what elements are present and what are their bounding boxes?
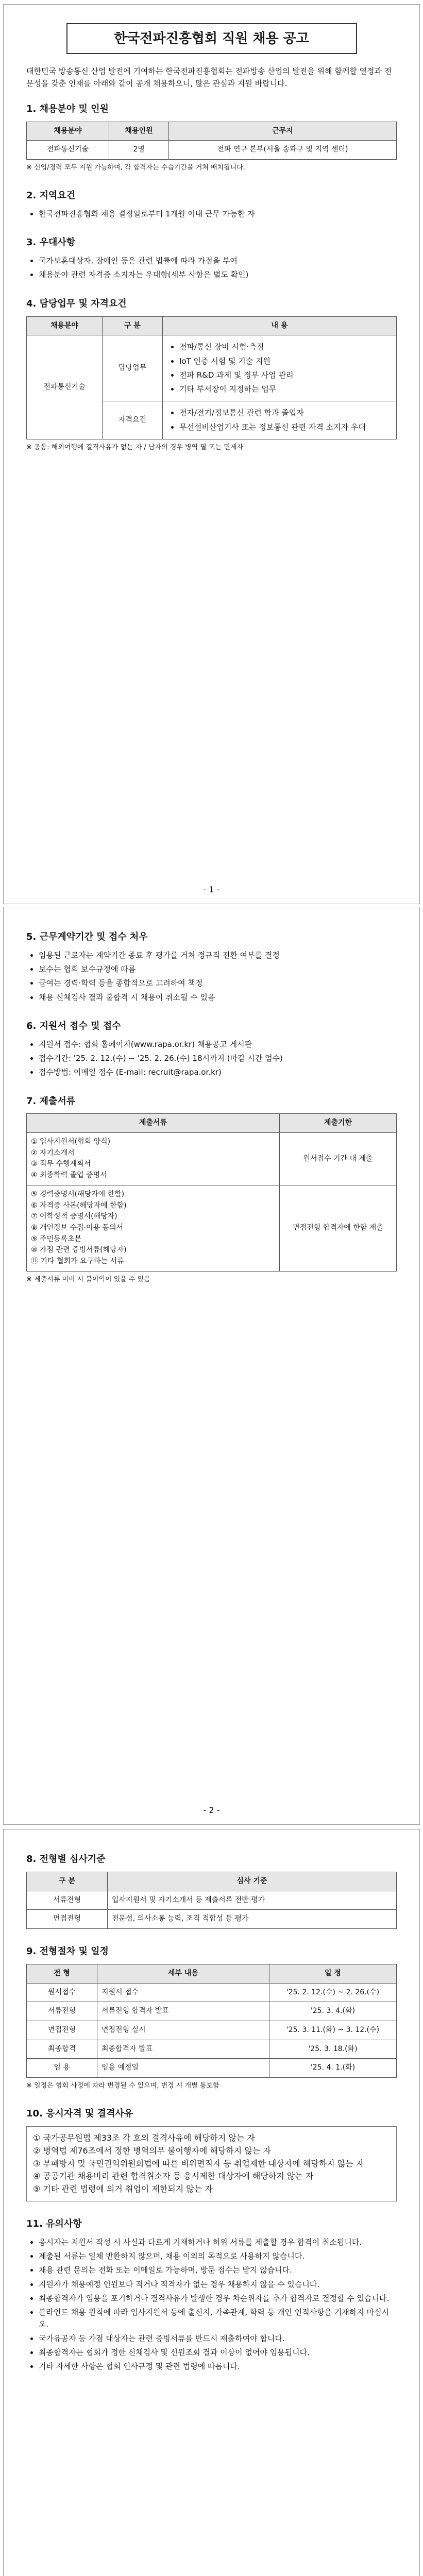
table-cell: 2명 (109, 141, 169, 160)
section-5-title: 5. 근무계약기간 및 접수 처우 (26, 931, 148, 942)
list-item: • 전파/통신 장비 시험·측정 (179, 341, 392, 353)
list-item: ① 국가공무원법 제33조 각 호의 결격사유에 해당하지 않는 자 (33, 2133, 255, 2143)
intro-text: 대한민국 방송통신 산업 발전에 기여하는 한국전파진흥협회는 전파방송 산업의 발전을 위해 함께할 열정과 전문성을 갖춘 인재를 아래와 같이 공개 채용하오니, 많은 관심과 지원 바랍니다. (26, 66, 392, 88)
list-item: • 전자/전기/정보통신 관련 학과 졸업자 (179, 407, 392, 419)
recruit-table (26, 122, 397, 160)
table-cell: 임 용 (27, 2059, 97, 2078)
list-item: • 채용분야 관련 자격증 소지자는 우대함(세부 사항은 별도 확인) (39, 269, 397, 281)
section-2-title: 2. 지역요건 (26, 190, 76, 201)
table-row (27, 2021, 397, 2040)
section-3-list (26, 255, 397, 281)
table-header: 구 분 (103, 316, 163, 335)
table-cell: 최종합격자 발표 (97, 2040, 269, 2059)
section-9-title: 9. 전형절차 및 일정 (26, 1945, 109, 1957)
table-cell: 자격요건 (103, 401, 163, 439)
table-cell: 입사지원서 및 자기소개서 등 제출서류 전반 평가 (108, 1891, 397, 1910)
table-cell: '25. 3. 4.(화) (269, 2002, 397, 2021)
section-11-list (26, 2236, 397, 2373)
table-cell: '25. 2. 12.(수) ~ 2. 26.(수) (269, 1983, 397, 2002)
list-item: • 지원서 접수: 협회 홈페이지(www.rapa.or.kr) 채용공고 게시판 (39, 1039, 397, 1050)
table-cell: 서류전형 (27, 1891, 108, 1910)
table-cell: 서류전형 합격자 발표 (97, 2002, 269, 2021)
table-header: 심사 기준 (108, 1872, 397, 1891)
list-item: • 국가유공자 등 가점 대상자는 관련 증빙서류를 반드시 제출하여야 합니다. (39, 2333, 397, 2345)
page-1 (3, 4, 420, 904)
doc-item: ⑩ 가점 관련 증빙서류(해당자) (31, 1246, 127, 1255)
doc-title: 한국전파진흥협회 직원 채용 공고 (66, 23, 357, 54)
doc-item: ⑥ 자격증 사본(해당자에 한함) (31, 1201, 127, 1210)
section-4-note: ※ 공통: 해외여행에 결격사유가 없는 자 / 남자의 경우 병역 필 또는 면제자 (26, 443, 243, 451)
doc-item: ① 입사지원서(협회 양식) (31, 1138, 111, 1146)
section-9-note: ※ 일정은 협회 사정에 따라 변경될 수 있으며, 변경 시 개별 통보함 (26, 2081, 219, 2090)
table-cell: 원서접수 (27, 1983, 97, 2002)
list-item: • 제출된 서류는 일체 반환하지 않으며, 채용 이외의 목적으로 사용하지 않습니다. (39, 2250, 397, 2262)
table-cell: '25. 3. 18.(화) (269, 2040, 397, 2059)
table-cell: 담당업무 (103, 335, 163, 401)
table-row (27, 1891, 397, 1910)
list-item: • 전파 R&D 과제 및 정부 사업 관리 (179, 369, 392, 381)
list-item: ④ 공공기관 채용비리 관련 합격취소자 등 응시제한 대상자에 해당하지 않는 자 (33, 2171, 314, 2181)
section-6-list (26, 1039, 397, 1079)
table-header: 구 분 (27, 1872, 108, 1891)
page-3 (3, 1829, 420, 2576)
table-cell: 면접전형 (27, 2021, 97, 2040)
table-header: 근무지 (169, 122, 397, 141)
section-5-list (26, 950, 397, 1004)
list-item: • 기타 자세한 사항은 협회 인사규정 및 관련 법령에 따릅니다. (39, 2361, 397, 2372)
section-4-title: 4. 담당업무 및 자격요건 (26, 298, 127, 309)
section-1-title: 1. 채용분야 및 인원 (26, 103, 109, 114)
section-7-title: 7. 제출서류 (26, 1095, 76, 1107)
list-item: ③ 부패방지 및 국민권익위원회법에 따른 비위면직자 등 취업제한 대상자에 해당하지 않는 자 (33, 2158, 364, 2168)
schedule-table (26, 1964, 397, 2078)
table-row (27, 2002, 397, 2021)
doc-item: ⑪ 기타 협회가 요구하는 서류 (31, 1257, 124, 1265)
section-10-title: 10. 응시자격 및 결격사유 (26, 2108, 133, 2120)
doc-item: ⑦ 어학성적 증명서(해당자) (31, 1212, 117, 1221)
doc-item: ③ 직무 수행계획서 (31, 1160, 91, 1168)
list-item: ② 병역법 제76조에서 정한 병역의무 불이행자에 해당하지 않는 자 (33, 2145, 271, 2156)
table-row (27, 1983, 397, 2002)
table-cell: 전문성, 의사소통 능력, 조직 적합성 등 평가 (108, 1910, 397, 1929)
table-header: 채용인원 (109, 122, 169, 141)
table-cell (163, 401, 397, 439)
table-row (27, 1133, 397, 1185)
table-row (27, 2040, 397, 2059)
doc-item: ⑤ 경력증명서(해당자에 한함) (31, 1190, 125, 1198)
section-6-title: 6. 지원서 접수 및 접수 (26, 1020, 121, 1031)
documents-table (26, 1113, 397, 1271)
table-header: 세부 내용 (97, 1964, 269, 1983)
list-item: • 최종합격자는 협회가 정한 신체검사 및 신원조회 결과 이상이 없어야 임용됩니다. (39, 2347, 397, 2359)
table-header: 채용분야 (27, 316, 103, 335)
table-header: 제출기한 (280, 1114, 397, 1133)
table-cell: 전파통신기술 (27, 141, 109, 160)
doc-item: ⑨ 주민등록초본 (31, 1234, 82, 1243)
table-cell: 면접전형 실시 (97, 2021, 269, 2040)
table-cell: 면접전형 (27, 1910, 108, 1929)
table-cell: 전파 연구 본부(서울 송파구 및 지역 센터) (169, 141, 397, 160)
table-cell: 면접전형 합격자에 한함 제출 (280, 1185, 397, 1271)
criteria-table (26, 1872, 397, 1929)
table-cell: '25. 4. 1.(화) (269, 2059, 397, 2078)
list-item: • 최종합격자가 임용을 포기하거나 결격사유가 발생한 경우 차순위자를 추가 합격자로 결정할 수 있습니다. (39, 2293, 397, 2304)
table-cell: 최종합격 (27, 2040, 97, 2059)
section-1-note: ※ 신입/경력 모두 지원 가능하며, 각 합격자는 수습기간을 거쳐 배치됩니다. (26, 164, 245, 172)
list-item: • 국가보훈대상자, 장애인 등은 관련 법률에 따라 가점을 부여 (39, 255, 397, 267)
table-cell: 원서접수 기간 내 제출 (280, 1133, 397, 1185)
table-cell: 임용 예정일 (97, 2059, 269, 2078)
doc-item: ② 자기소개서 (31, 1148, 75, 1157)
page-number: - 2 - (203, 1805, 220, 1815)
table-cell: 전파통신기술 (27, 335, 103, 439)
table-header: 전 형 (27, 1964, 97, 1983)
table-header: 제출서류 (27, 1114, 280, 1133)
section-3-title: 3. 우대사항 (26, 237, 76, 248)
table-cell: '25. 3. 11.(화) ~ 3. 12.(수) (269, 2021, 397, 2040)
table-cell: 서류전형 (27, 2002, 97, 2021)
list-item: • 임용된 근로자는 계약기간 종료 후 평가를 거쳐 정규직 전환 여부를 결정 (39, 950, 397, 961)
table-row (27, 141, 397, 160)
doc-item: ④ 최종학력 졸업 증명서 (31, 1171, 107, 1180)
list-item: • 접수기간: '25. 2. 12.(수) ~ '25. 2. 26.(수) 18시까지 (마감 시간 엄수) (39, 1053, 397, 1064)
list-item: • 채용 신체검사 결과 불합격 시 채용이 취소될 수 있음 (39, 992, 397, 1004)
table-row (27, 1910, 397, 1929)
doc-item: ⑧ 개인정보 수집·이용 동의서 (31, 1223, 124, 1232)
table-header: 내 용 (163, 316, 397, 335)
table-header: 일 정 (269, 1964, 397, 1983)
list-item: • 보수는 협회 보수규정에 따름 (39, 963, 397, 975)
list-item: • IoT 인증 시험 및 기술 지원 (179, 355, 392, 367)
section-8-title: 8. 전형별 심사기준 (26, 1854, 106, 1865)
table-row (27, 335, 397, 401)
list-item: • 기타 부서장이 지정하는 업무 (179, 383, 392, 395)
list-item: • 응시자는 지원서 작성 시 사실과 다르게 기재하거나 허위 서류를 제출할 경우 합격이 취소됩니다. (39, 2236, 397, 2248)
table-cell: 지원서 접수 (97, 1983, 269, 2002)
page-number: - 1 - (203, 885, 220, 894)
list-item: • 블라인드 채용 원칙에 따라 입사지원서 등에 출신지, 가족관계, 학력 등 개인 인적사항을 기재하지 마십시오. (39, 2307, 397, 2331)
duties-table (26, 316, 397, 439)
list-item: ⑤ 기타 관련 법령에 의거 취업이 제한되지 않는 자 (33, 2184, 213, 2194)
table-header: 채용분야 (27, 122, 109, 141)
list-item: • 지원자가 채용예정 인원보다 적거나 적격자가 없는 경우 채용하지 않을 수 있습니다. (39, 2279, 397, 2291)
section-7-note: ※ 제출서류 미비 시 불이익이 있을 수 있음 (26, 1275, 150, 1283)
list-item: • 접수방법: 이메일 접수 (E-mail: recruit@rapa.or.kr) (39, 1066, 397, 1078)
table-row (27, 1185, 397, 1271)
list-item: • 한국전파진흥협회 채용 결정일로부터 1개월 이내 근무 가능한 자 (39, 208, 397, 220)
table-cell (27, 1133, 280, 1185)
page-2 (3, 907, 420, 1825)
list-item: • 채용 관련 문의는 전화 또는 이메일로 가능하며, 방문 접수는 받지 않습니다. (39, 2264, 397, 2276)
list-item: • 급여는 경력·학력 등을 종합적으로 고려하여 책정 (39, 977, 397, 989)
section-2-list (26, 208, 397, 220)
table-cell (27, 1185, 280, 1271)
list-item: • 무선설비산업기사 또는 정보통신 관련 자격 소지자 우대 (179, 421, 392, 433)
eligibility-box (26, 2126, 397, 2201)
table-cell (163, 335, 397, 401)
table-row (27, 2059, 397, 2078)
section-11-title: 11. 유의사항 (26, 2218, 82, 2229)
